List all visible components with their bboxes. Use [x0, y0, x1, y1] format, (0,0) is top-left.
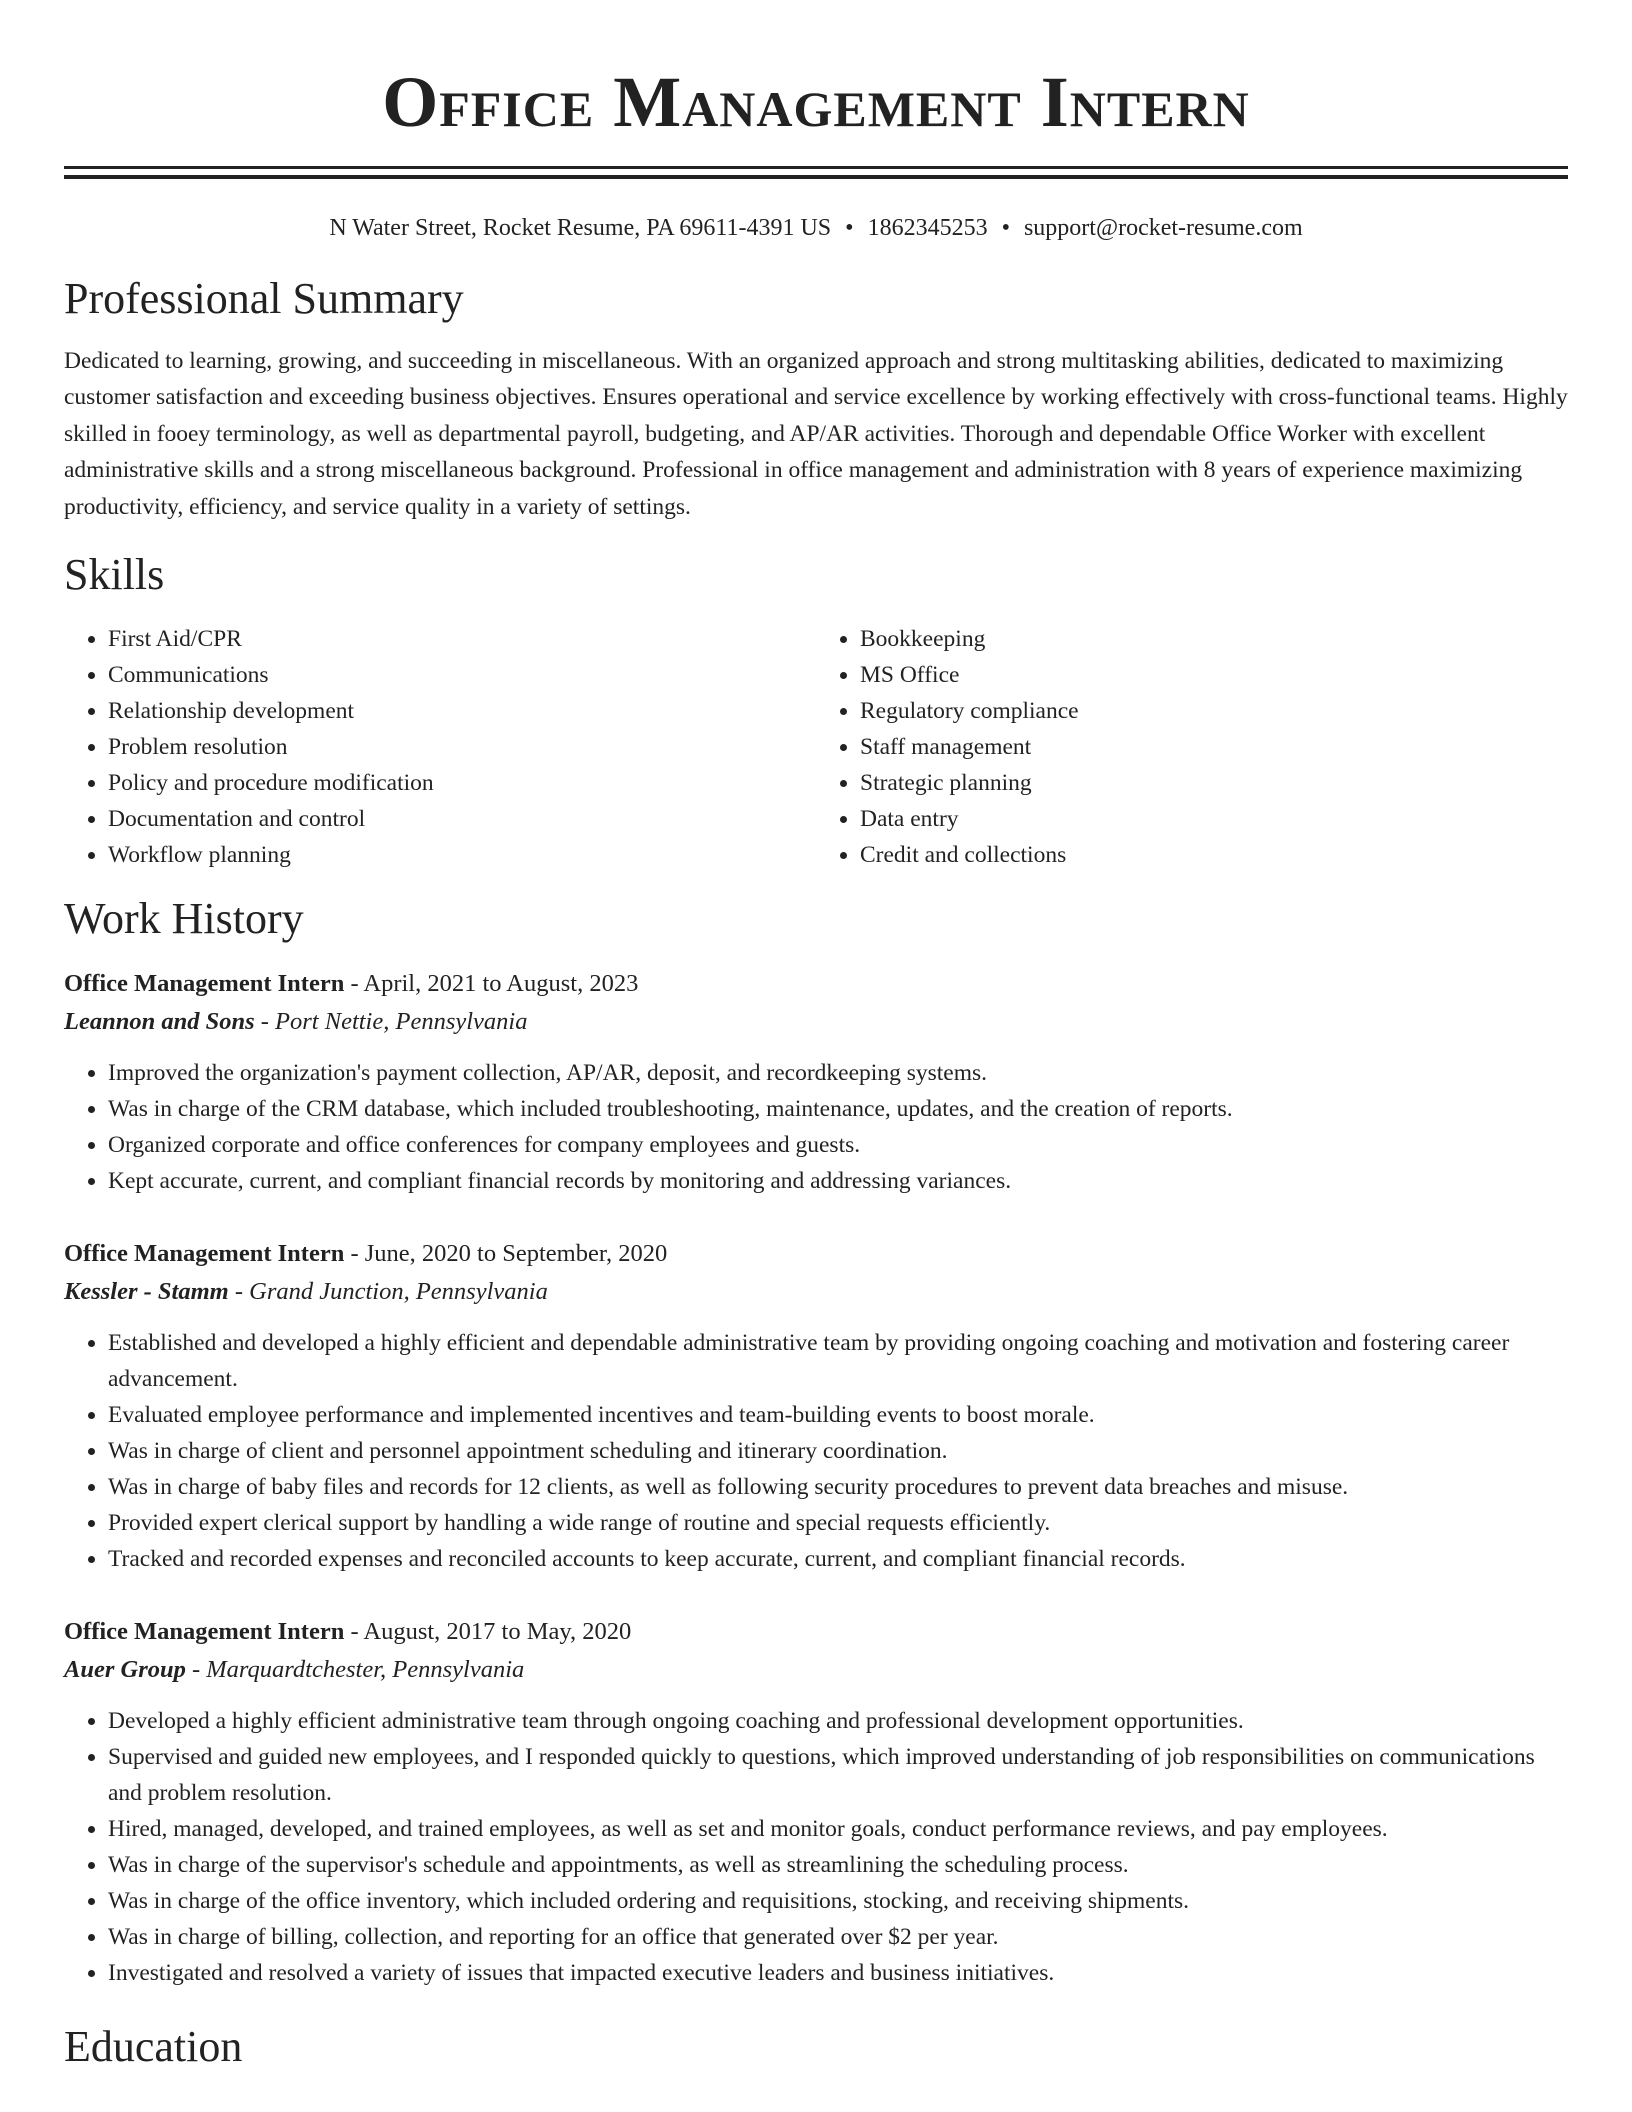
education-heading: Education	[64, 2022, 243, 2072]
skill-item: • MS Office	[860, 657, 1568, 693]
job-bullets	[64, 1325, 1568, 1577]
job-company-line	[64, 1651, 1568, 1689]
skill-item: • Communications	[108, 657, 816, 693]
job-bullet: • Hired, managed, developed, and trained employees, as well as set and monitor goals, conduct performance reviews, and pay employees.	[108, 1811, 1568, 1847]
job-bullet: • Kept accurate, current, and compliant financial records by monitoring and addressing variances.	[108, 1163, 1568, 1199]
job-bullet: • Developed a highly efficient administrative team through ongoing coaching and professional development opportunities.	[108, 1703, 1568, 1739]
contact-separator: •	[845, 215, 854, 241]
skill-item: • Credit and collections	[860, 837, 1568, 873]
skill-item: • Staff management	[860, 729, 1568, 765]
job-role: Office Management Intern	[64, 1618, 345, 1646]
header-rule-bottom	[64, 175, 1568, 179]
job-role: Office Management Intern	[64, 1240, 345, 1268]
job-bullet: • Was in charge of billing, collection, and reporting for an office that generated over $2 per year.	[108, 1919, 1568, 1955]
job-bullet: • Was in charge of the supervisor's schedule and appointments, as well as streamlining the scheduling process.	[108, 1847, 1568, 1883]
job-company-line	[64, 1003, 1568, 1041]
skill-item: • Bookkeeping	[860, 621, 1568, 657]
job-company-line	[64, 1273, 1568, 1311]
job-company: Leannon and Sons	[64, 1008, 255, 1036]
skill-item: • Workflow planning	[108, 837, 816, 873]
skill-item: • Strategic planning	[860, 765, 1568, 801]
job-bullet: • Organized corporate and office conferences for company employees and guests.	[108, 1127, 1568, 1163]
job-bullet: • Was in charge of the office inventory, which included ordering and requisitions, stocking, and receiving shipments.	[108, 1883, 1568, 1919]
job-bullet: • Provided expert clerical support by handling a wide range of routine and special requests efficiently.	[108, 1505, 1568, 1541]
job-bullet: • Supervised and guided new employees, and I responded quickly to questions, which improved understanding of job responsibilities on communications and problem resolution.	[108, 1739, 1568, 1811]
job-location: - Grand Junction, Pennsylvania	[228, 1278, 548, 1306]
job-bullet: • Tracked and recorded expenses and reconciled accounts to keep accurate, current, and compliant financial records.	[108, 1541, 1568, 1577]
summary-heading: Professional Summary	[64, 274, 464, 323]
job-bullet: • Was in charge of the CRM database, which included troubleshooting, maintenance, updates, and the creation of reports.	[108, 1091, 1568, 1127]
job-location: - Port Nettie, Pennsylvania	[254, 1008, 528, 1036]
job-bullets	[64, 1055, 1568, 1199]
job-title-line	[64, 965, 1568, 1003]
job-bullets	[64, 1703, 1568, 1991]
contact-line	[64, 213, 1568, 243]
skill-item: • Data entry	[860, 801, 1568, 837]
skill-item: • Regulatory compliance	[860, 693, 1568, 729]
job-bullet: • Improved the organization's payment collection, AP/AR, deposit, and recordkeeping systems.	[108, 1055, 1568, 1091]
job-role: Office Management Intern	[64, 970, 345, 998]
skill-item: • First Aid/CPR	[108, 621, 816, 657]
job-location: - Marquardtchester, Pennsylvania	[185, 1656, 525, 1684]
skill-item: • Documentation and control	[108, 801, 816, 837]
job-title-line	[64, 1613, 1568, 1651]
job-bullet: • Established and developed a highly efficient and dependable administrative team by providing ongoing coaching and motivation and fostering career advancement.	[108, 1325, 1568, 1397]
skills-left-list	[64, 621, 816, 873]
job-bullet: • Investigated and resolved a variety of issues that impacted executive leaders and business initiatives.	[108, 1955, 1568, 1991]
job-company: Kessler - Stamm	[64, 1278, 229, 1306]
contact-address: N Water Street, Rocket Resume, PA 69611-4391 US	[329, 215, 832, 241]
skills-heading: Skills	[64, 550, 165, 600]
job-dates: - April, 2021 to August, 2023	[344, 970, 639, 998]
job-entry	[64, 1235, 1568, 1577]
candidate-name: Office Management Intern	[382, 62, 1250, 142]
work-history-heading: Work History	[64, 894, 304, 944]
job-bullet: • Was in charge of baby files and records for 12 clients, as well as following security procedures to prevent data breaches and misuse.	[108, 1469, 1568, 1505]
job-title-line	[64, 1235, 1568, 1273]
contact-separator: •	[1001, 215, 1010, 241]
job-bullet: • Evaluated employee performance and implemented incentives and team-building events to boost morale.	[108, 1397, 1568, 1433]
skills-columns	[64, 621, 1568, 873]
skill-item: • Relationship development	[108, 693, 816, 729]
job-entry	[64, 965, 1568, 1199]
job-dates: - August, 2017 to May, 2020	[344, 1618, 632, 1646]
contact-email: support@rocket-resume.com	[1023, 215, 1303, 241]
contact-phone: 1862345253	[867, 215, 988, 241]
skill-item: • Policy and procedure modification	[108, 765, 816, 801]
job-company: Auer Group	[64, 1656, 186, 1684]
job-bullet: • Was in charge of client and personnel appointment scheduling and itinerary coordination.	[108, 1433, 1568, 1469]
job-entry	[64, 1613, 1568, 1991]
skill-item: • Problem resolution	[108, 729, 816, 765]
skills-right-list	[816, 621, 1568, 873]
job-dates: - June, 2020 to September, 2020	[344, 1240, 668, 1268]
summary-text: Dedicated to learning, growing, and succeeding in miscellaneous. With an organized approach and strong multitasking abilities, dedicated to maximizing customer satisfaction and exceeding business objectives. Ensures operational and service excellence by working effectively with cross-functional teams. Highly skilled in fooey terminology, as well as departmental payroll, budgeting, and AP/AR activities. Thorough and dependable Office Worker with excellent administrative skills and a strong miscellaneous background. Professional in office management and administration with 8 years of experience maximizing productivity, efficiency, and service quality in a variety of settings.	[64, 348, 1568, 520]
header-rule-top	[64, 166, 1568, 169]
